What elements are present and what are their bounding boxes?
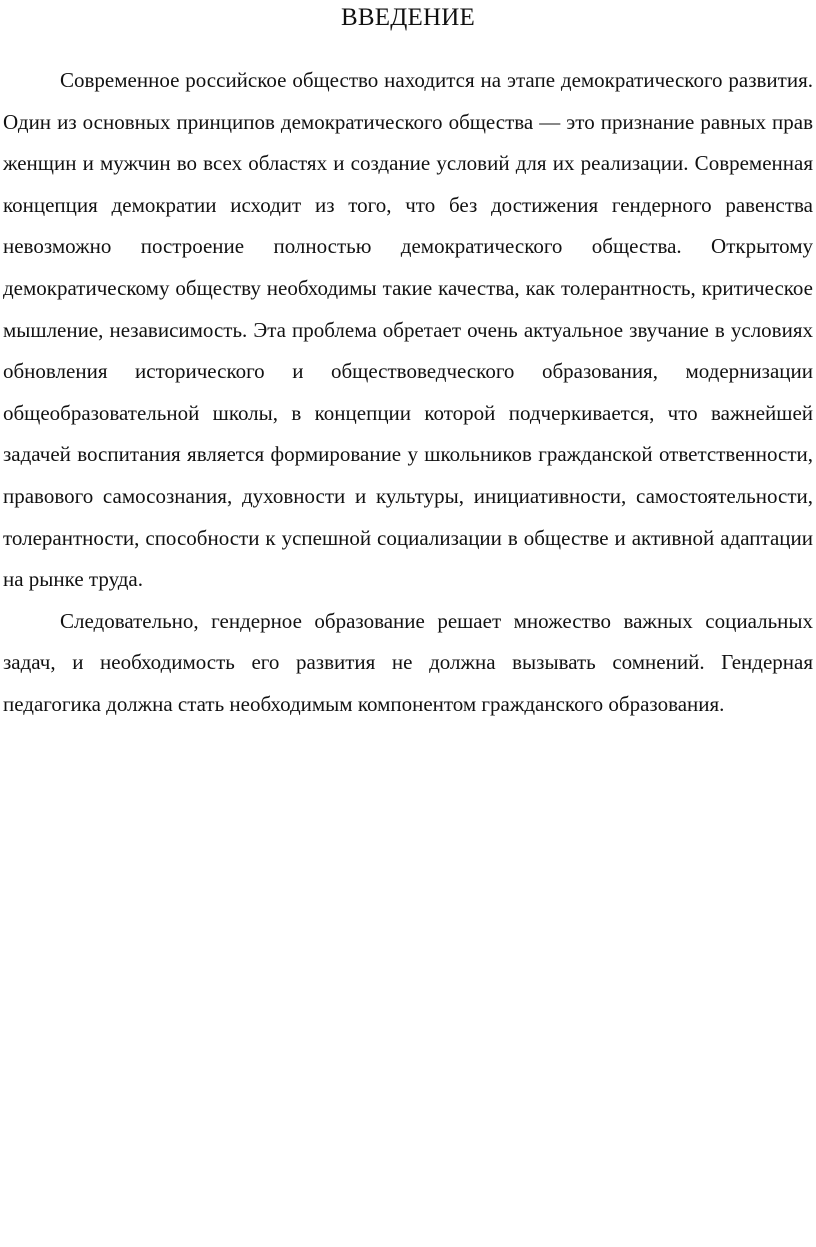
- paragraph-1: Современное российское общество находится на этапе демократического развития. Один из основных принципов демократического общества — это признание равных прав женщин и мужчин во всех областях и создание условий для их реализации. Современная концепция демократии исходит из того, что без достижения гендерного равенства невозможно построение полностью демократического общества. Открытому демократическому обществу необходимы такие качества, как толерантность, критическое мышление, независимость. Эта проблема обретает очень актуальное звучание в условиях обновления исторического и обществоведческого образования, модернизации общеобразовательной школы, в концепции которой подчеркивается, что важнейшей задачей воспитания является формирование у школьников гражданской ответственности, правового самосознания, духовности и культуры, инициативности, самостоятельности, толерантности, способности к успешной социализации в обществе и активной адаптации на рынке труда.: [3, 68, 813, 592]
- page-title: ВВЕДЕНИЕ: [341, 4, 475, 31]
- document-body: [3, 60, 813, 726]
- paragraph-2: Следовательно, гендерное образование решает множество важных социальных задач, и необходимость его развития не должна вызывать сомнений. Гендерная педагогика должна стать необходимым компонентом гражданского образования.: [3, 608, 813, 716]
